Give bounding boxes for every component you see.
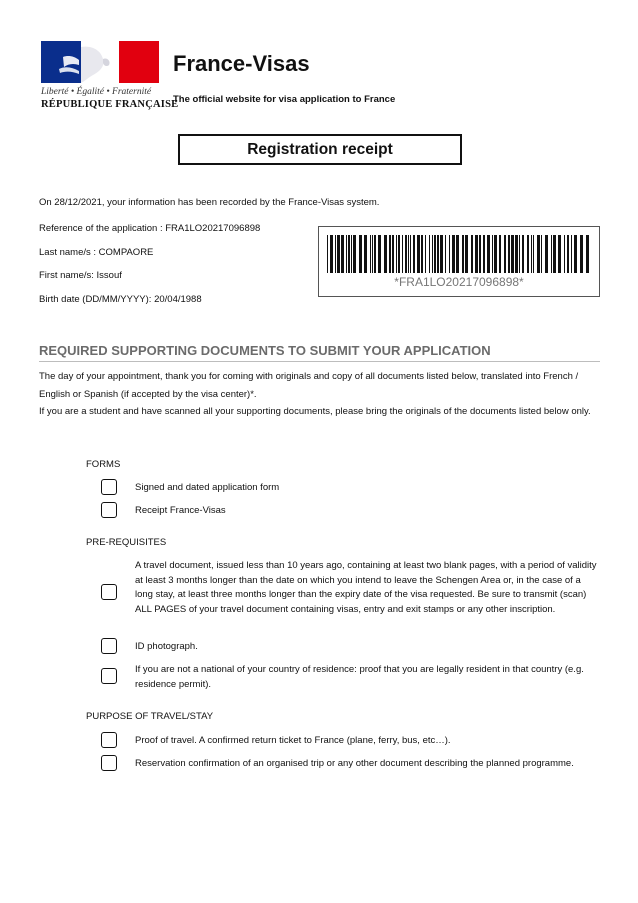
student-note: If you are a student and have scanned all your supporting documents, please bring the originals of the documents listed below only. xyxy=(39,406,591,417)
intro-paragraph: The day of your appointment, thank you for coming with originals and copy of all documents listed below, translated into French / English or Spanish (if accepted by the visa center)*. xyxy=(39,371,579,400)
forms-label: FORMS xyxy=(86,459,121,470)
recorded-statement: On 28/12/2021, your information has been recorded by the France-Visas system. xyxy=(39,197,380,208)
prerequisites-item: A travel document, issued less than 10 years ago, containing at least two blank pages, with a period of validity at least 3 months longer than the date on which you intend to leave the Schengen Area or, in the case of a long stay, at least three months longer than the expiry date of the visa requested. Be sure to transmit (scan) ALL PAGES of your travel document containing visas, entry and exit stamps or any other inscription. xyxy=(135,560,597,615)
last-name: Last name/s : COMPAORE xyxy=(39,247,154,258)
receipt-title: Registration receipt xyxy=(178,134,462,165)
checkbox[interactable] xyxy=(101,584,117,600)
barcode-box xyxy=(318,226,600,297)
republic-name: RÉPUBLIQUE FRANÇAISE xyxy=(41,99,179,110)
motto: Liberté • Égalité • Fraternité xyxy=(41,87,152,97)
birth-date: Birth date (DD/MM/YYYY): 20/04/1988 xyxy=(39,294,202,305)
site-subtitle: The official website for visa application to France xyxy=(173,94,396,105)
prerequisites-label: PRE-REQUISITES xyxy=(86,537,167,548)
republique-francaise-logo xyxy=(41,41,179,110)
application-reference: Reference of the application : FRA1LO20217096898 xyxy=(39,223,261,234)
checkbox[interactable] xyxy=(101,668,117,684)
prerequisites-item: ID photograph. xyxy=(135,641,198,652)
documents-heading: REQUIRED SUPPORTING DOCUMENTS TO SUBMIT YOUR APPLICATION xyxy=(39,343,600,362)
first-name: First name/s: Issouf xyxy=(39,270,122,281)
site-title: France-Visas xyxy=(173,51,310,76)
forms-item: Signed and dated application form xyxy=(135,482,280,493)
checkbox[interactable] xyxy=(101,502,117,518)
purpose-item: Reservation confirmation of an organised trip or any other document describing the planned programme. xyxy=(135,758,574,769)
barcode-icon xyxy=(327,235,591,273)
checkbox[interactable] xyxy=(101,755,117,771)
prerequisites-item: If you are not a national of your country of residence: proof that you are legally resident in that country (e.g. residence permit). xyxy=(135,664,584,690)
checkbox[interactable] xyxy=(101,638,117,654)
purpose-item: Proof of travel. A confirmed return ticket to France (plane, ferry, bus, etc…). xyxy=(135,735,451,746)
purpose-label: PURPOSE OF TRAVEL/STAY xyxy=(86,711,214,722)
barcode-text: *FRA1LO20217096898* xyxy=(394,275,524,289)
checkbox[interactable] xyxy=(101,479,117,495)
checkbox[interactable] xyxy=(101,732,117,748)
forms-item: Receipt France-Visas xyxy=(135,505,226,516)
french-flag-icon xyxy=(41,41,159,83)
